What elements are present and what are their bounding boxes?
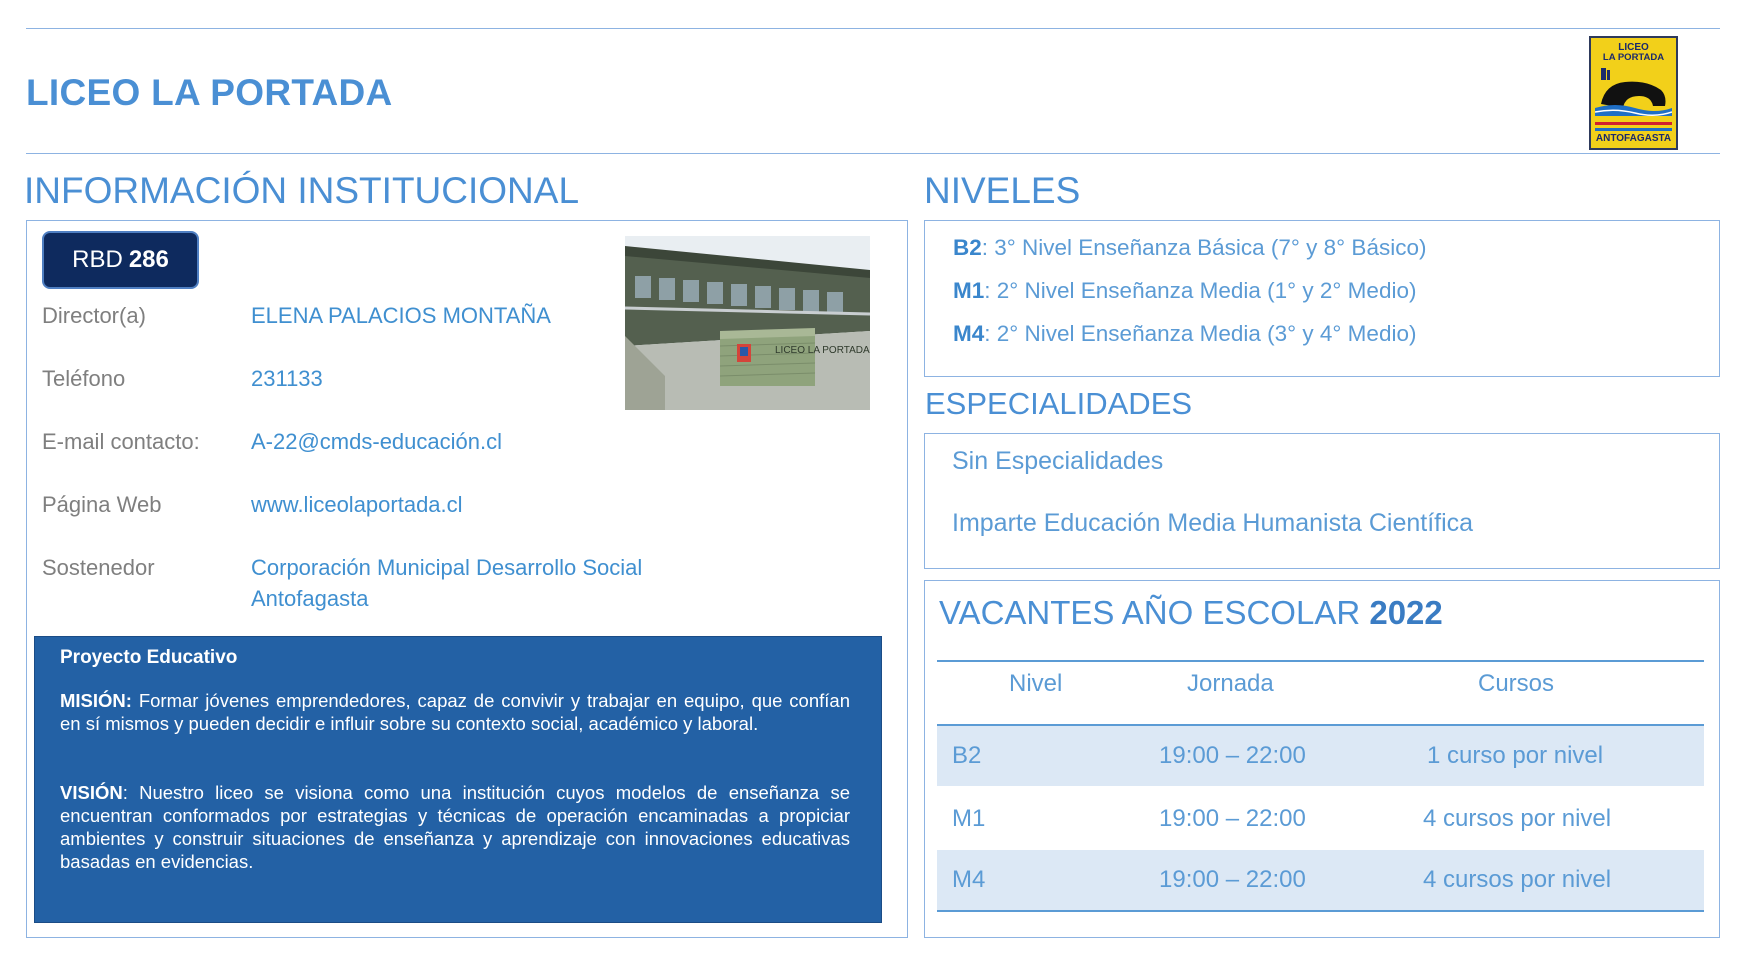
rbd-badge	[42, 231, 199, 289]
especialidad-item: Sin Especialidades	[952, 447, 1164, 475]
sostenedor-label: Sostenedor	[42, 555, 155, 580]
director-value: ELENA PALACIOS MONTAÑA	[251, 303, 551, 328]
vision-label: VISIÓN	[60, 782, 123, 803]
mision-label: MISIÓN:	[60, 690, 132, 711]
logo-top-text: LICEO	[1618, 42, 1649, 53]
nivel-item: M1: 2° Nivel Enseñanza Media (1° y 2° Medio)	[953, 278, 1417, 303]
sostenedor-value: Corporación Municipal Desarrollo Social	[251, 555, 643, 580]
cell-jornada: 19:00 – 22:00	[1159, 742, 1306, 769]
logo-stripe	[1595, 122, 1672, 125]
niveles-title: NIVELES	[924, 170, 1081, 211]
logo-stripe	[1595, 128, 1672, 131]
rbd-label: RBD	[72, 246, 123, 273]
especialidad-item: Imparte Educación Media Humanista Científica	[952, 509, 1474, 537]
table-row	[937, 850, 1704, 910]
logo-mid-text: LA PORTADA	[1602, 52, 1665, 63]
school-name: LICEO LA PORTADA	[26, 72, 393, 113]
cell-cursos: 1 curso por nivel	[1427, 742, 1604, 769]
email-value: A-22@cmds-educación.cl	[251, 429, 502, 454]
header-bottom-rule	[26, 153, 1720, 154]
table-row	[937, 726, 1704, 786]
web-value: www.liceolaportada.cl	[251, 492, 463, 517]
cell-jornada: 19:00 – 22:00	[1159, 805, 1306, 832]
school-logo	[1589, 36, 1678, 150]
mision-text: Formar jóvenes emprendedores, capaz de convivir y trabajar en equipo, que confían en sí mismos y pueden decidir e influir sobre su contexto social, académico y laboral.	[60, 690, 850, 734]
rbd-value: 286	[128, 246, 169, 273]
info-section-title: INFORMACIÓN INSTITUCIONAL	[24, 170, 580, 211]
especialidades-title: ESPECIALIDADES	[925, 386, 1193, 421]
cell-cursos: 4 cursos por nivel	[1423, 805, 1612, 832]
school-photo	[625, 236, 870, 410]
cell-nivel: M1	[952, 805, 986, 832]
nivel-item: B2: 3° Nivel Enseñanza Básica (7° y 8° Básico)	[953, 235, 1427, 260]
email-label: E-mail contacto:	[42, 429, 200, 454]
table-row	[937, 789, 1704, 849]
web-label: Página Web	[42, 492, 162, 517]
proyecto-title: Proyecto Educativo	[60, 647, 238, 668]
col-header-nivel: Nivel	[1009, 670, 1063, 697]
mision-paragraph	[60, 689, 850, 735]
table-bottom-rule	[937, 910, 1704, 912]
col-header-cursos: Cursos	[1478, 670, 1555, 697]
cell-jornada: 19:00 – 22:00	[1159, 866, 1306, 893]
vision-text: : Nuestro liceo se visiona como una institución cuyos modelos de enseñanza se encuentran conformados por estrategias y técnicas de operación encaminadas a propiciar ambientes y construir situaciones de enseñanza y aprendizaje con innovaciones educativas basadas en evidencias.	[60, 782, 850, 872]
logo-arch-icon	[1595, 66, 1672, 124]
logo-bottom-text: ANTOFAGASTA	[1595, 133, 1672, 144]
cell-nivel: B2	[952, 742, 982, 769]
nivel-item: M4: 2° Nivel Enseñanza Media (3° y 4° Medio)	[953, 321, 1417, 346]
top-rule	[26, 28, 1720, 29]
cell-nivel: M4	[952, 866, 986, 893]
telefono-value: 231133	[251, 366, 323, 391]
sostenedor-value-line2: Antofagasta	[251, 586, 369, 611]
vision-paragraph	[60, 781, 850, 873]
vacantes-year: 2022	[1369, 594, 1443, 631]
cell-cursos: 4 cursos por nivel	[1423, 866, 1612, 893]
proyecto-educativo-panel	[34, 636, 882, 923]
col-header-jornada: Jornada	[1187, 670, 1274, 697]
telefono-label: Teléfono	[42, 366, 126, 391]
table-top-rule	[937, 660, 1704, 662]
photo-sign-text: LICEO LA PORTADA	[775, 345, 870, 356]
director-label: Director(a)	[42, 303, 146, 328]
vacantes-title: VACANTES AÑO ESCOLAR 2022	[939, 594, 1443, 631]
